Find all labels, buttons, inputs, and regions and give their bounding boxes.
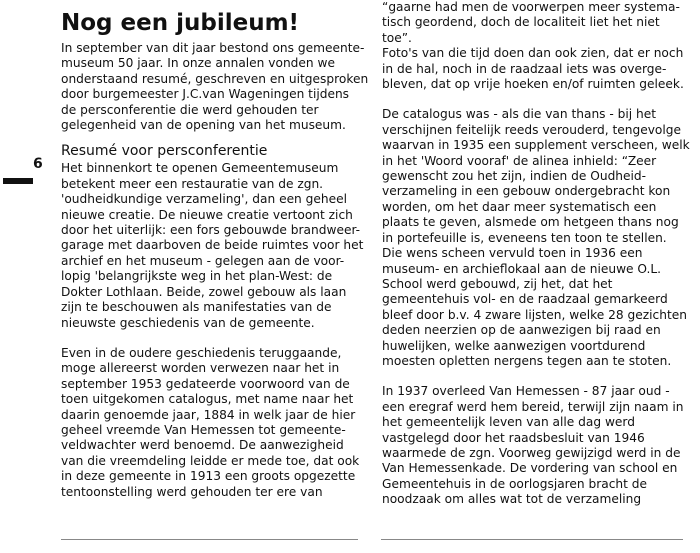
body-paragraph [61,161,364,330]
text-line: museum 50 jaar. In onze annalen vonden we [61,56,335,71]
text-line: In september van dit jaar bestond ons gemeente- [61,41,365,55]
text-line: Foto's van die tijd doen dan ook zien, dat er noch [382,46,684,61]
text-line: in portefeuille is, eveneens ten toon te stellen. [382,230,667,245]
text-line: De catalogus was - als die van thans - bij het [382,107,657,122]
paragraph-gap [382,369,678,384]
paragraph-gap [382,92,678,107]
page-number-marker [3,178,33,184]
text-line: toen uitgekomen catalogus, met name naar het [61,392,354,407]
text-line: gelegenheid van de opening van het museum. [61,118,346,133]
text-line: de persconferentie die werd gehouden ter [61,102,319,117]
text-line: geheel vreemde Van Hemessen tot gemeente- [61,422,346,437]
intro-paragraph [61,41,369,133]
body-paragraph [382,107,690,369]
text-line: daarin genoemde jaar, 1884 in welk jaar de hier [61,407,356,422]
text-line: garage met daarboven de beide ruimtes voor het [61,238,364,253]
text-line: museum- en archieflokaal aan de nieuwe O.L. [382,261,662,276]
text-line: een eregraf werd hem bereid, terwijl zijn naam in [382,399,684,414]
text-line: toe”. [382,30,412,45]
text-line: Van Hemessenkade. De vordering van school en [382,461,678,476]
text-line: in deze gemeente in 1913 een groots opgezette [61,469,356,484]
text-line: waarmede de zgn. Voorweg gewijzigd werd in de [382,445,681,460]
text-line: van die vreemdeling leidde er mede toe, dat ook [61,453,360,468]
text-line: nieuwste geschiedenis van de gemeente. [61,315,315,330]
section-subheading: Resumé voor persconferentie [61,143,268,160]
text-line: School werd gebouwd, zij het, dat het [382,276,613,291]
text-line: Gemeentehuis in de oorlogsjaren bracht de [382,476,648,491]
page-number: 6 [33,156,43,172]
text-line: in de hal, noch in de raadzaal iets was overge- [382,61,667,76]
text-line: worden, om het daar meer systematisch een [382,199,657,214]
text-line: betekent meer een restauratie van de zgn. [61,176,324,191]
text-line: deden neerzien op de aanwezigen bij raad en [382,323,661,338]
text-line: Die wens scheen vervuld toen in 1936 een [382,246,643,261]
text-line: door het uiterlijk: een fors gebouwde brandweer- [61,223,361,238]
text-line: zijn te beschouwen als manifestaties van de [61,300,332,315]
text-line: bleven, dat op vrije hoeken en/of ruimten geleek. [382,77,684,92]
paragraph-gap [61,331,353,346]
text-line: gemeentehuis vol- en de raadzaal gemarkeerd [382,292,668,307]
right-column [382,0,690,508]
text-line: Het binnenkort te openen Gemeentemuseum [61,161,339,176]
text-line: vastgelegd door het raadsbesluit van 1946 [382,430,645,445]
text-line: veldwachter werd benoemd. De aanwezigheid [61,438,344,453]
body-paragraph [382,0,684,92]
left-column [61,0,369,500]
body-paragraph [61,345,360,500]
text-line: Dokter Lothlaan. Beide, zowel gebouw als laan [61,284,347,299]
text-line: nieuwe creatie. De nieuwe creatie vertoont zich [61,207,353,222]
text-line: “gaarne had men de voorwerpen meer systema- [382,0,680,14]
text-line: waarvan in 1935 een supplement verscheen, welk [382,138,690,153]
article-title: Nog een jubileum! [61,10,300,36]
text-line: tentoonstelling werd gehouden ter ere van [61,484,323,499]
text-line: onderstaand resumé, geschreven en uitgesproken [61,71,369,86]
text-line: verzameling in een gebouw ondergebracht kon [382,184,671,199]
text-line: lopig 'belangrijkste weg in het plan-West: de [61,269,333,284]
text-line: archief en het museum - gelegen aan de voor- [61,253,345,268]
text-line: moesten opletten nergens tegen aan te stoten. [382,353,672,368]
text-line: door burgemeester J.C.van Wageningen tijdens [61,87,350,102]
body-paragraph [382,384,684,507]
text-line: plaats te geven, alsmede om hetgeen thans nog [382,215,679,230]
text-line: moge allereerst worden verwezen naar het in [61,361,340,376]
text-line: in het 'Woord vooraf' de alinea inhield: “Zeer [382,153,657,168]
text-line: tisch geordend, doch de localiteit liet het niet [382,15,660,30]
text-line: bleef door b.v. 4 zware lijsten, welke 28 gezichten [382,307,687,322]
text-line: september 1953 gedateerde voorwoord van de [61,376,350,391]
text-line: In 1937 overleed Van Hemessen - 87 jaar oud - [382,384,670,399]
text-line: noodzaak om alles wat tot de verzameling [382,492,642,507]
text-line: verschijnen feitelijk reeds verouderd, tengevolge [382,122,682,137]
text-line: huwelijken, welke aanwezigen voortdurend [382,338,646,353]
left-footer-rule [61,539,358,540]
right-footer-rule [381,539,683,540]
text-line: 'oudheidkundige verzameling', dan een geheel [61,192,348,207]
text-line: Even in de oudere geschiedenis teruggaande, [61,345,342,360]
text-line: gewenscht zou het zijn, indien de Oudheid- [382,169,647,184]
text-line: het gemeentelijk leven van alle dag werd [382,415,635,430]
